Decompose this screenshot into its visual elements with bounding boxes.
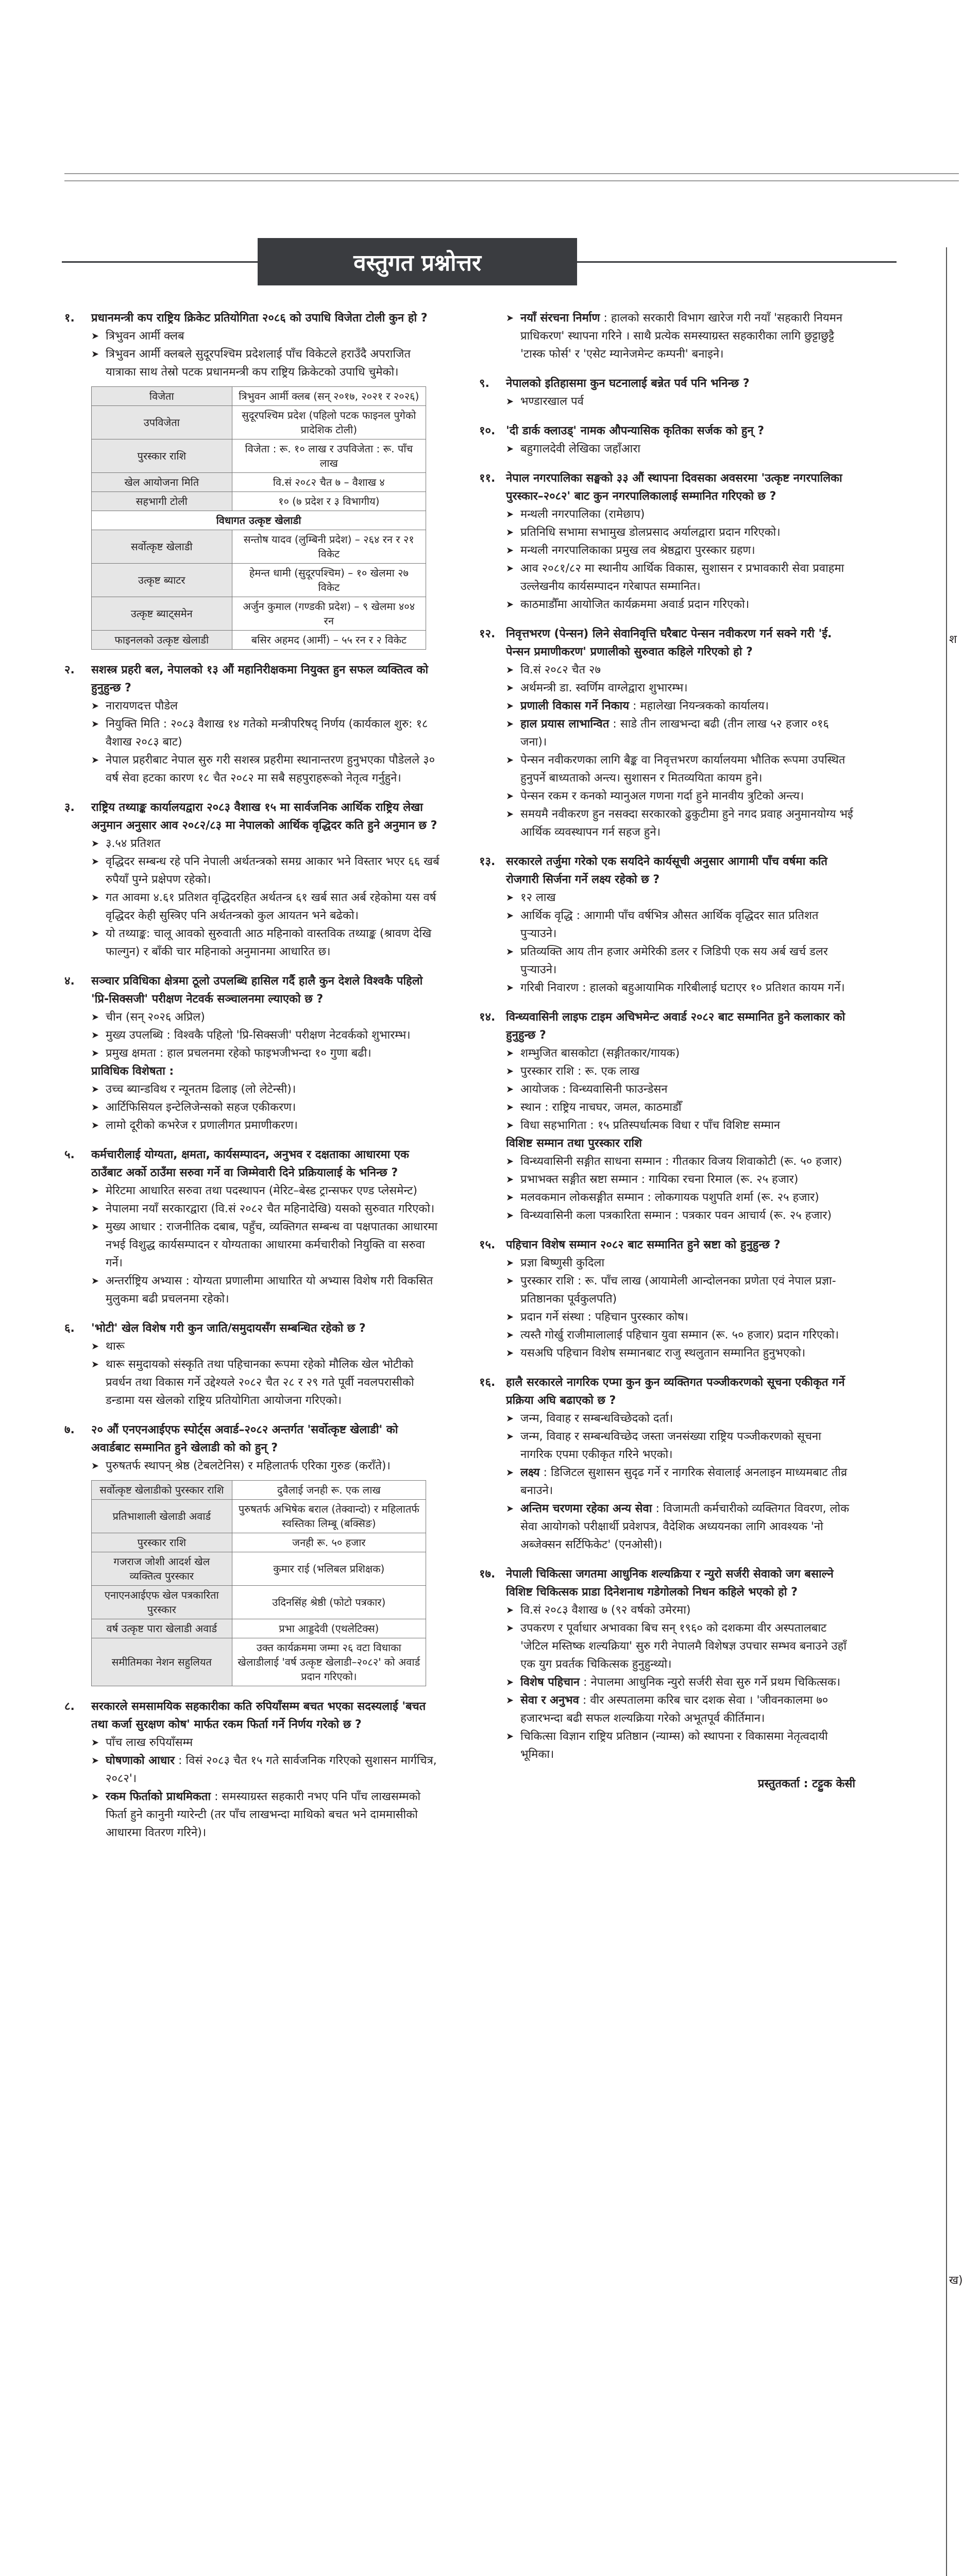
question-block [64,1319,441,1410]
bullet-item: ➤ विन्ध्यवासिनी सङ्गीत साधना सम्मान : गीतकार विजय शिवाकोटी (रू. ५० हजार) [506,1153,855,1171]
table-row [92,387,426,406]
question-heading [479,853,855,889]
question-heading [64,1421,441,1457]
table-value: जनही रू. ५० हजार [232,1533,426,1552]
table-row [92,511,426,530]
table-key: फाइनलको उत्कृष्ट खेलाडी [92,631,232,650]
table-key: प्रतिभाशाली खेलाडी अवार्ड [92,1500,232,1533]
table-key: पुरस्कार राशि [92,439,232,473]
bullet-list [64,1008,441,1062]
question-text: सरकारले समसामयिक सहकारीका कति रुपियाँसम्म बचत भएका सदस्यलाई 'बचत तथा कर्जा सुरक्षण कोष' मार्फत रकम फिर्ता गर्ने निर्णय गरेको छ ? [91,1700,426,1731]
bullet-item: ➤ त्यस्तै गोर्खु राजीमालालाई पहिचान युवा सम्मान (रू. ५० हजार) प्रदान गरिएको। [506,1326,855,1344]
table-value: अर्जुन कुमाल (गण्डकी प्रदेश) – ९ खेलमा ४०४ रन [232,597,426,631]
bullet-list [479,1601,855,1673]
bullet-lead: अन्तिम चरणमा रहेका अन्य सेवा [520,1502,652,1515]
bullet-lead: लक्ष्य [520,1466,540,1479]
bullet-item [91,1752,441,1788]
bullet-item: ➤ मेरिटमा आधारित सरुवा तथा पदस्थापन (मेरिट–बेस्ड ट्रान्सफर एण्ड प्लेसमेन्ट) [91,1182,441,1200]
question-number: १७. [479,1568,496,1581]
bullet-item: ➤ अन्तर्राष्ट्रिय अभ्यास : योग्यता प्रणालीमा आधारित यो अभ्यास विशेष गरी विकसित मुलुकमा बढी प्रचलनमा रहेको। [91,1272,441,1308]
table-value: बसिर अहमद (आर्मी) – ५५ रन र २ विकेट [232,631,426,650]
bullet-item: ➤ उपकरण र पूर्वाधार अभावका बिच सन् १९६० को दशकमा वीर अस्पतालबाट 'जेटिल मस्तिष्क शल्यक्रिया' सुरु गरी नेपालमै विशेषज्ञ उपचार सम्भव बनाउने उहाँ एक युग प्रवर्तक चिकित्सक हुनुहुन्थ्यो। [506,1619,855,1673]
bullet-list [479,393,855,411]
section-banner: वस्तुगत प्रश्नोत्तर [258,238,577,285]
bullet-item: ➤ थारू [91,1337,441,1355]
bullet-item [506,1500,855,1554]
table-row [92,1481,426,1500]
bullet-item: ➤ चीन (सन् २०२६ अप्रिल) [91,1008,441,1026]
bullet-list [64,1080,441,1134]
bullet-item: ➤ जन्म, विवाह र सम्बन्धविच्छेद जस्ता जनसंख्या राष्ट्रिय पञ्जीकरणको सूचना नागरिक एपमा एकीकृत गरिने भएको। [506,1428,855,1464]
question-text: नेपाल नगरपालिका सङ्घको ३३ औं स्थापना दिवसका अवसरमा 'उत्कृष्ट नगरपालिका पुरस्कार–२०८२' बाट कुन नगरपालिकालाई सम्मानित गरिएको छ ? [506,472,842,503]
bullet-item: ➤ अर्थमन्त्री डा. स्वर्णिम वाग्लेद्वारा शुभारम्भ। [506,679,855,697]
question-block [64,1421,441,1686]
top-rule-inner [64,180,959,181]
bullet-item: ➤ लामो दूरीको कभरेज र प्रणालीगत प्रमाणीकरण। [91,1116,441,1134]
table-row [92,473,426,492]
question-heading [479,1565,855,1601]
question-block [479,1374,855,1554]
bullet-lead: विशेष पहिचान [520,1676,580,1689]
bullet-list [479,1464,855,1554]
bullet-text: : हालको सरकारी विभाग खारेज गरी नयाँ 'सहकारी नियमन प्राधिकरण' स्थापना गरिने । साथै प्रत्येक समस्याग्रस्त सहकारीका लागि छुट्टाछुट्टै 'टास्क फोर्स' र 'एसेट म्यानेजमेन्ट कम्पनी' बनाइने। [520,312,842,361]
bullet-item: ➤ प्रमुख क्षमता : हाल प्रचलनमा रहेको फाइभजीभन्दा १० गुणा बढी। [91,1044,441,1062]
bullet-item: ➤ गत आवमा ४.६१ प्रतिशत वृद्धिदरहित अर्थतन्त्र ६१ खर्ब सात अर्ब रहेकोमा यस वर्ष वृद्धिदर केही सुस्त्रिए पनि अर्थतन्त्रको कुल आयतन भने बढेको। [91,889,441,925]
bullet-list [479,751,855,841]
table-row [92,492,426,511]
bullet-item: ➤ भण्डारखाल पर्व [506,393,855,411]
question-block [479,422,855,458]
question-block [64,309,441,650]
table-row [92,1533,426,1552]
bullet-item: ➤ विधा सहभागिता : १५ प्रतिस्पर्धात्मक विधा र पाँच विशिष्ट सम्मान [506,1116,855,1134]
info-table [91,1480,426,1686]
bullet-item: ➤ आर्टिफिसियल इन्टेलिजेन्सको सहज एकीकरण। [91,1098,441,1116]
table-value: पुरुषतर्फ अभिषेक बराल (तेक्वान्दो) र महिलातर्फ स्वस्तिका लिम्बू (बक्सिङ) [232,1500,426,1533]
question-number: १०. [479,425,496,437]
bullet-lead: घोषणाको आधार [106,1754,175,1767]
table-value: उदिनसिंह श्रेष्ठी (फोटो पत्रकार) [232,1586,426,1619]
bullet-item [506,1464,855,1500]
question-heading [64,309,441,327]
question-block [479,1565,855,1764]
bullet-item: ➤ त्रिभुवन आर्मी क्लबले सुदूरपश्चिम प्रदेशलाई पाँच विकेटले हराउँदै अपराजित यात्राका साथ तेस्रो पटक प्रधानमन्त्री कप राष्ट्रिय क्रिकेटको उपाधि चुमेको। [91,345,441,381]
question-number: १२. [479,628,496,640]
bullet-item: ➤ मुख्य उपलब्धि : विश्वकै पहिलो 'प्रि-सिक्सजी' परीक्षण नेटवर्कको शुभारम्भ। [91,1026,441,1044]
bullet-text: : महालेखा नियन्त्रकको कार्यालय। [629,700,769,713]
bullet-item: ➤ प्रज्ञा बिष्णुसी कुदिला [506,1254,855,1272]
subheading: विशिष्ट सम्मान तथा पुरस्कार राशि [506,1137,642,1150]
question-heading [479,422,855,440]
table-key: गजराज जोशी आदर्श खेल व्यक्तित्व पुरस्कार [92,1552,232,1586]
bullet-item: ➤ मन्थली नगरपालिकाका प्रमुख लव श्रेष्ठद्वारा पुरस्कार ग्रहण। [506,541,855,560]
table-value: विजेता : रू. १० लाख र उपविजेता : रू. पाँच लाख [232,439,426,473]
question-text: हालै सरकारले नागरिक एप्मा कुन कुन व्यक्तिगत पञ्जीकरणको सूचना एकीकृत गर्ने प्रक्रिया अघि बढाएको छ ? [506,1376,845,1407]
bullet-item: ➤ मलवकमान लोकसङ्गीत सम्मान : लोकगायक पशुपति शर्मा (रू. २५ हजार) [506,1189,855,1207]
table-value: सन्तोष यादव (लुम्बिनी प्रदेश) – २६४ रन र २१ विकेट [232,530,426,564]
question-block [64,1146,441,1308]
bullet-list [64,1734,441,1752]
table-row [92,406,426,439]
bullet-item [506,697,855,715]
bullet-item: ➤ स्थान : राष्ट्रिय नाचघर, जमल, काठमाडौँ [506,1098,855,1116]
table-key: खेल आयोजना मिति [92,473,232,492]
bullet-list [64,1182,441,1308]
question-heading [479,1374,855,1410]
table-value: कुमार राई (भलिबल प्रशिक्षक) [232,1552,426,1586]
bullet-item: ➤ नियुक्ति मिति : २०८३ वैशाख १४ गतेको मन्त्रीपरिषद् निर्णय (कार्यकाल शुरु: १८ वैशाख २०८३ बाट) [91,715,441,751]
table-row [92,1619,426,1638]
bullet-lead: रकम फिर्ताको प्राथमिकता [106,1790,211,1803]
question-heading [64,1698,441,1734]
bullet-item: ➤ १२ लाख [506,889,855,907]
bullet-item: ➤ विन्ध्यवासिनी कला पत्रकारिता सम्मान : पत्रकार पवन आचार्य (रू. २५ हजार) [506,1207,855,1225]
bullet-list [479,309,855,363]
bullet-text: : विजामती कर्मचारीको व्यक्तिगत विवरण, लोक सेवा आयोगको परीक्षार्थी प्रवेशपत्र, वैदेशिक अध्ययनका लागि आवश्यक 'नो अब्जेक्सन सर्टिफिकेट' (एनओसी)। [520,1502,850,1551]
question-text: प्रधानमन्त्री कप राष्ट्रिय क्रिकेट प्रतियोगिता २०८६ को उपाधि विजेता टोली कुन हो ? [91,312,428,325]
question-heading [64,1146,441,1182]
bullet-item [506,309,855,363]
question-heading [64,972,441,1008]
question-text: पहिचान विशेष सम्मान २०८२ बाट सम्मानित हुने स्रष्टा को हुनुहुन्छ ? [506,1239,781,1251]
bullet-text: : डिजिटल सुशासन सुदृढ गर्ने र नागरिक सेवालाई अनलाइन माध्यमबाट तीव्र बनाउने। [520,1466,848,1497]
question-number: ११. [479,472,496,485]
question-heading [479,469,855,505]
bullet-item: ➤ पेन्सन नवीकरणका लागि बैङ्क वा निवृत्तभरण कार्यालयमा भौतिक रूपमा उपस्थित हुनुपर्ने बाध्यताको अन्त्य। सुशासन र मितव्ययिता कायम हुने। [506,751,855,787]
question-text: विन्ध्यवासिनी लाइफ टाइम अचिभमेन्ट अवार्ड २०८२ बाट सम्मानित हुने कलाकार को हुनुहुन्छ ? [506,1011,846,1042]
bullet-item: ➤ प्रतिव्यक्ति आय तीन हजार अमेरिकी डलर र जिडिपी एक सय अर्ब खर्च डलर पुऱ्याउने। [506,943,855,979]
table-key: वर्ष उत्कृष्ट पारा खेलाडी अवार्ड [92,1619,232,1638]
table-value: १० (७ प्रदेश र ३ विभागीय) [232,492,426,511]
bullet-lead: प्रणाली विकास गर्ने निकाय [520,700,629,713]
table-value: हेमन्त धामी (सुदूरपश्चिम) – १० खेलमा २७ विकेट [232,564,426,597]
question-number: ७. [64,1423,75,1436]
table-key: सहभागी टोली [92,492,232,511]
bullet-item: ➤ प्रभाभक्त सङ्गीत स्रष्टा सम्मान : गायिका रचना रिमाल (रू. २५ हजार) [506,1171,855,1189]
bullet-item: ➤ थारू समुदायको संस्कृति तथा पहिचानका रूपमा रहेको मौलिक खेल भोटीको प्रवर्धन तथा विकास गर्ने उद्देश्यले २०८२ चैत २८ र २९ गते पूर्वी नवलपरासीको डन्डामा यस खेलको राष्ट्रिय प्रतियोगिता आयोजना गरिएको। [91,1355,441,1410]
bullet-list [479,1410,855,1464]
bullet-item: ➤ काठमाडौँमा आयोजित कार्यक्रममा अवार्ड प्रदान गरिएको। [506,596,855,614]
table-value: त्रिभुवन आर्मी क्लब (सन् २०१७, २०२१ र २०२६) [232,387,426,406]
bullet-item: ➤ प्रदान गर्ने संस्था : पहिचान पुरस्कार कोष। [506,1308,855,1326]
question-number: ४. [64,975,75,988]
bullet-item: ➤ समयमै नवीकरण हुन नसक्दा सरकारको ढुकुटीमा हुने नगद प्रवाह अनुमानयोग्य भई आर्थिक व्यवस्थापन गर्न सहज हुने। [506,805,855,841]
question-number: ९. [479,377,489,390]
bullet-item: ➤ यो तथ्याङ्क: चालू आवको सुरुवाती आठ महिनाको वास्तविक तथ्याङ्क (श्रावण देखि फाल्गुन) र बाँकी चार महिनाको अनुमानमा आधारित छ। [91,925,441,961]
table-key: विजेता [92,387,232,406]
question-number: ६. [64,1322,75,1335]
bullet-item: ➤ पुरुषतर्फ स्थापन् श्रेष्ठ (टेबलटेनिस) र महिलातर्फ एरिका गुरुङ (कराँते)। [91,1457,441,1475]
table-value: दुवैलाई जनही रू. एक लाख [232,1481,426,1500]
bullet-list [64,697,441,787]
bullet-list [479,889,855,997]
bullet-list [479,1044,855,1134]
bullet-list [479,440,855,458]
bullet-item: ➤ मुख्य आधार : राजनीतिक दबाब, पहुँच, व्यक्तिगत सम्बन्ध वा पक्षपातका आधारमा नभई विशुद्ध कार्यसम्पादन र योग्यताका आधारमा कर्मचारीको नियुक्ति वा सरुवा गर्ने। [91,1218,441,1272]
bullet-list [479,661,855,697]
bullet-text: : साडे तीन लाखभन्दा बढी (तीन लाख ५२ हजार ०१६ जना)। [520,718,829,749]
question-block [479,1236,855,1362]
bullet-item [91,1788,441,1842]
bullet-item [506,715,855,751]
question-text: 'दी डार्क क्लाउड्' नामक औपन्यासिक कृतिका सर्जक को हुन् ? [506,425,765,437]
table-key: एनाएनआईएफ खेल पत्रकारिता पुरस्कार [92,1586,232,1619]
table-subheading: विधागत उत्कृष्ट खेलाडी [92,511,426,530]
table-key: समीतिमका नेशन सहुलियत [92,1638,232,1686]
bullet-item: ➤ नेपाल प्रहरीबाट नेपाल सुरु गरी सशस्त्र प्रहरीमा स्थानान्तरण हुनुभएका पौडेलले ३० वर्ष सेवा हटका कारण १८ चैत २०८२ मा सबै सहपुराहरूको नेतृत्व गर्नुहुने। [91,751,441,787]
bullet-list [479,505,855,614]
bullet-item: ➤ पेन्सन रकम र कनको म्यानुअल गणना गर्दा हुने मानवीय त्रुटिको अन्त्य। [506,787,855,805]
banner-rule-right [577,261,897,263]
question-text: २० औं एनएनआईएफ स्पोर्ट्स अवार्ड–२०८२ अन्तर्गत 'सर्वोत्कृष्ट खेलाडी' को अवार्डबाट सम्मानित हुने खेलाडी को को हुन् ? [91,1423,398,1454]
table-value: उक्त कार्यक्रममा जम्मा २६ वटा विधाका खेलाडीलाई 'वर्ष उत्कृष्ट खेलाडी–२०८२' को अवार्ड प्रदान गरिएको। [232,1638,426,1686]
question-heading [479,625,855,661]
banner-rule-left [62,261,258,263]
info-table [91,386,426,650]
bullet-item: ➤ शम्भुजित बासकोटा (सङ्गीतकार/गायक) [506,1044,855,1062]
bullet-list [64,835,441,961]
bullet-item: ➤ प्रतिनिधि सभामा सभामुख डोलप्रसाद अर्यालद्वारा प्रदान गरिएको। [506,523,855,541]
question-text: नेपाली चिकित्सा जगतमा आधुनिक शल्यक्रिया र न्युरो सर्जरी सेवाको जग बसाल्ने विशिष्ट चिकित्सक प्राडा दिनेशनाथ गडेगोलको निधन कहिले भएको हो ? [506,1568,834,1599]
question-block [64,799,441,961]
table-key: सर्वोत्कृष्ट खेलाडीको पुरस्कार राशि [92,1481,232,1500]
bullet-item: ➤ आर्थिक वृद्धि : आगामी पाँच वर्षभित्र औसत आर्थिक वृद्धिदर सात प्रतिशत पुऱ्याउने। [506,907,855,943]
bullet-item: ➤ वृद्धिदर सम्बन्ध रहे पनि नेपाली अर्थतन्त्रको समग्र आकार भने विस्तार भएर ६६ खर्ब रुपैयाँ पुग्ने प्रक्षेपण रहेको। [91,853,441,889]
bullet-list [479,1673,855,1727]
right-column-rule [946,247,947,2576]
question-number: ८. [64,1700,75,1713]
question-block [64,1698,441,1842]
bullet-list [64,1457,441,1475]
bullet-text: : समस्याग्रस्त सहकारी नभए पनि पाँच लाखसम्मको फिर्ता हुने कानुनी ग्यारेन्टी (तर पाँच लाखभन्दा माथिको बचत भने दाममासीको आधारमा वितरण गरिने)। [106,1790,421,1839]
bullet-text: : नेपालमा आधुनिक न्युरो सर्जरी सेवा सुरु गर्ने प्रथम चिकित्सक। [580,1676,841,1689]
question-block [479,469,855,614]
question-heading [64,661,441,697]
table-key: उपविजेता [92,406,232,439]
question-number: ३. [64,801,75,814]
table-row [92,564,426,597]
question-heading [479,1236,855,1254]
question-block [479,309,855,363]
bullet-item: ➤ गरिबी निवारण : हालको बहुआयामिक गरिबीलाई घटाएर १० प्रतिशत कायम गर्ने। [506,979,855,997]
question-number: १६. [479,1376,496,1389]
right-column [479,309,855,1793]
bullet-item: ➤ त्रिभुवन आर्मी क्लब [91,327,441,345]
question-number: ५. [64,1148,75,1161]
left-column [64,309,441,1853]
question-block [479,625,855,841]
question-number: १३. [479,855,496,868]
top-rule [64,173,959,174]
bullet-item: ➤ मन्थली नगरपालिका (रामेछाप) [506,505,855,523]
question-text: निवृत्तभरण (पेन्सन) लिने सेवानिवृत्ति घरैबाट पेन्सन नवीकरण गर्न सक्ने गरी 'ई. पेन्सन प्रमाणीकरण' प्रणालीको सुरुवात कहिले गरिएको हो ? [506,628,832,658]
question-block [64,972,441,1134]
question-text: सशस्त्र प्रहरी बल, नेपालको १३ औं महानिरीक्षकमा नियुक्त हुन सफल व्यक्तित्व को हुनुहुन्छ ? [91,664,429,694]
bullet-list [479,1254,855,1362]
table-row [92,1586,426,1619]
question-heading [64,1319,441,1337]
table-key: सर्वोत्कृष्ट खेलाडी [92,530,232,564]
bullet-item: ➤ वि.सं २०८२ चैत २७ [506,661,855,679]
question-heading [479,1008,855,1044]
question-block [479,1008,855,1225]
bullet-item: ➤ ३.५४ प्रतिशत [91,835,441,853]
question-text: 'भोटी' खेल विशेष गरी कुन जाति/समुदायसँग सम्बन्धित रहेको छ ? [91,1322,366,1335]
bullet-item: ➤ यसअघि पहिचान विशेष सम्मानबाट राजु स्थलुतान सम्मानित हुनुभएको। [506,1344,855,1362]
question-heading [64,799,441,835]
bullet-item: ➤ चिकित्सा विज्ञान राष्ट्रिय प्रतिष्ठान (न्याम्स) को स्थापना र विकासमा नेतृत्वदायी भूमिका। [506,1727,855,1764]
bullet-item: ➤ पुरस्कार राशि : रू. एक लाख [506,1062,855,1080]
bullet-item [506,1691,855,1727]
bullet-list [479,697,855,751]
question-text: कर्मचारीलाई योग्यता, क्षमता, कार्यसम्पादन, अनुभव र दक्षताका आधारमा एक ठाउँबाट अर्को ठाउँमा सरुवा गर्ने वा जिम्मेवारी दिने प्रक्रियालाई के भनिन्छ ? [91,1148,409,1179]
table-row [92,439,426,473]
question-text: सञ्चार प्रविधिका क्षेत्रमा ठूलो उपलब्धि हासिल गर्दै हालै कुन देशले विश्वकै पहिलो 'प्रि-सिक्सजी' परीक्षण नेटवर्क सञ्चालनमा ल्याएको छ ? [91,975,423,1006]
table-row [92,597,426,631]
bullet-list [64,1752,441,1842]
question-number: १५. [479,1239,496,1251]
bullet-item: ➤ उच्च ब्यान्डविथ र न्यूनतम ढिलाइ (लो लेटेन्सी)। [91,1080,441,1098]
table-row [92,1500,426,1533]
bullet-item: ➤ पुरस्कार राशि : रू. पाँच लाख (आयामेली आन्दोलनका प्रणेता एवं नेपाल प्रज्ञा-प्रतिष्ठानका पूर्वकुलपति) [506,1272,855,1308]
bullet-text: : वीर अस्पतालमा करिब चार दशक सेवा । 'जीवनकालमा ७० हजारभन्दा बढी सफल शल्यक्रिया गरेको अभूतपूर्व कीर्तिमान। [520,1694,829,1725]
bullet-list [479,1153,855,1225]
question-number: १. [64,312,75,325]
table-value: वि.सं २०८२ चैत ७ – वैशाख ४ [232,473,426,492]
question-number: १४. [479,1011,496,1024]
table-row [92,631,426,650]
bullet-item: ➤ जन्म, विवाह र सम्बन्धविच्छेदको दर्ता। [506,1410,855,1428]
table-value: प्रभा आड्डदेवी (एथलेटिक्स) [232,1619,426,1638]
bullet-item: ➤ पाँच लाख रुपियाँसम्म [91,1734,441,1752]
question-block [479,375,855,411]
bullet-item [506,1673,855,1691]
bullet-item: ➤ बहुगालदेवी लेखिका जहाँआरा [506,440,855,458]
bullet-lead: सेवा र अनुभव [520,1694,579,1707]
question-number: २. [64,664,75,676]
question-text: नेपालको इतिहासमा कुन घटनालाई बन्नेत पर्व पनि भनिन्छ ? [506,377,750,390]
table-row [92,1552,426,1586]
table-key: उत्कृष्ट ब्याट्समेन [92,597,232,631]
table-key: उत्कृष्ट ब्याटर [92,564,232,597]
question-block [64,661,441,787]
bullet-list [64,1337,441,1410]
bullet-item: ➤ आव २०८१/८२ मा स्थानीय आर्थिक विकास, सुशासन र प्रभावकारी सेवा प्रवाहमा उल्लेखनीय कार्यसम्पादन गरेबापत सम्मानित। [506,560,855,596]
bullet-item: ➤ आयोजक : विन्ध्यवासिनी फाउन्डेसन [506,1080,855,1098]
question-text: सरकारले तर्जुमा गरेको एक सयदिने कार्यसूची अनुसार आगामी पाँच वर्षमा कति रोजगारी सिर्जना गर्ने लक्ष्य रहेको छ ? [506,855,827,886]
bullet-item: ➤ नारायणदत्त पौडेल [91,697,441,715]
bullet-list [64,327,441,381]
table-value: सुदूरपश्चिम प्रदेश (पहिलो पटक फाइनल पुगेको प्रादेशिक टोली) [232,406,426,439]
side-note: ख) [949,2274,963,2287]
question-text: राष्ट्रिय तथ्याङ्क कार्यालयद्वारा २०८३ वैशाख १५ मा सार्वजनिक आर्थिक राष्ट्रिय लेखा अनुमान अनुसार आव २०८२/८३ मा नेपालको आर्थिक वृद्धिदर कति हुने अनुमान छ ? [91,801,437,832]
side-note: श [949,633,957,646]
bullet-lead: हाल प्रयास लाभान्वित [520,718,610,731]
table-row [92,530,426,564]
bullet-item: ➤ वि.सं २०८३ वैशाख ७ (९२ वर्षको उमेरमा) [506,1601,855,1619]
subheading: प्राविधिक विशेषता : [91,1065,174,1078]
bullet-lead: नयाँ संरचना निर्माण [520,312,600,325]
bullet-text: : विसं २०८३ चैत १५ गते सार्वजनिक गरिएको सुशासन मार्गचित्र, २०८२'। [106,1754,437,1785]
question-heading [479,375,855,393]
table-key: पुरस्कार राशि [92,1533,232,1552]
question-block [479,853,855,997]
bullet-item: ➤ नेपालमा नयाँ सरकारद्वारा (वि.सं २०८२ चैत महिनादेखि) यसको सुरुवात गरिएको। [91,1200,441,1218]
bullet-list [479,1727,855,1764]
table-row [92,1638,426,1686]
author-credit: प्रस्तुतकर्ता : टट्टुक केसी [757,1777,855,1790]
